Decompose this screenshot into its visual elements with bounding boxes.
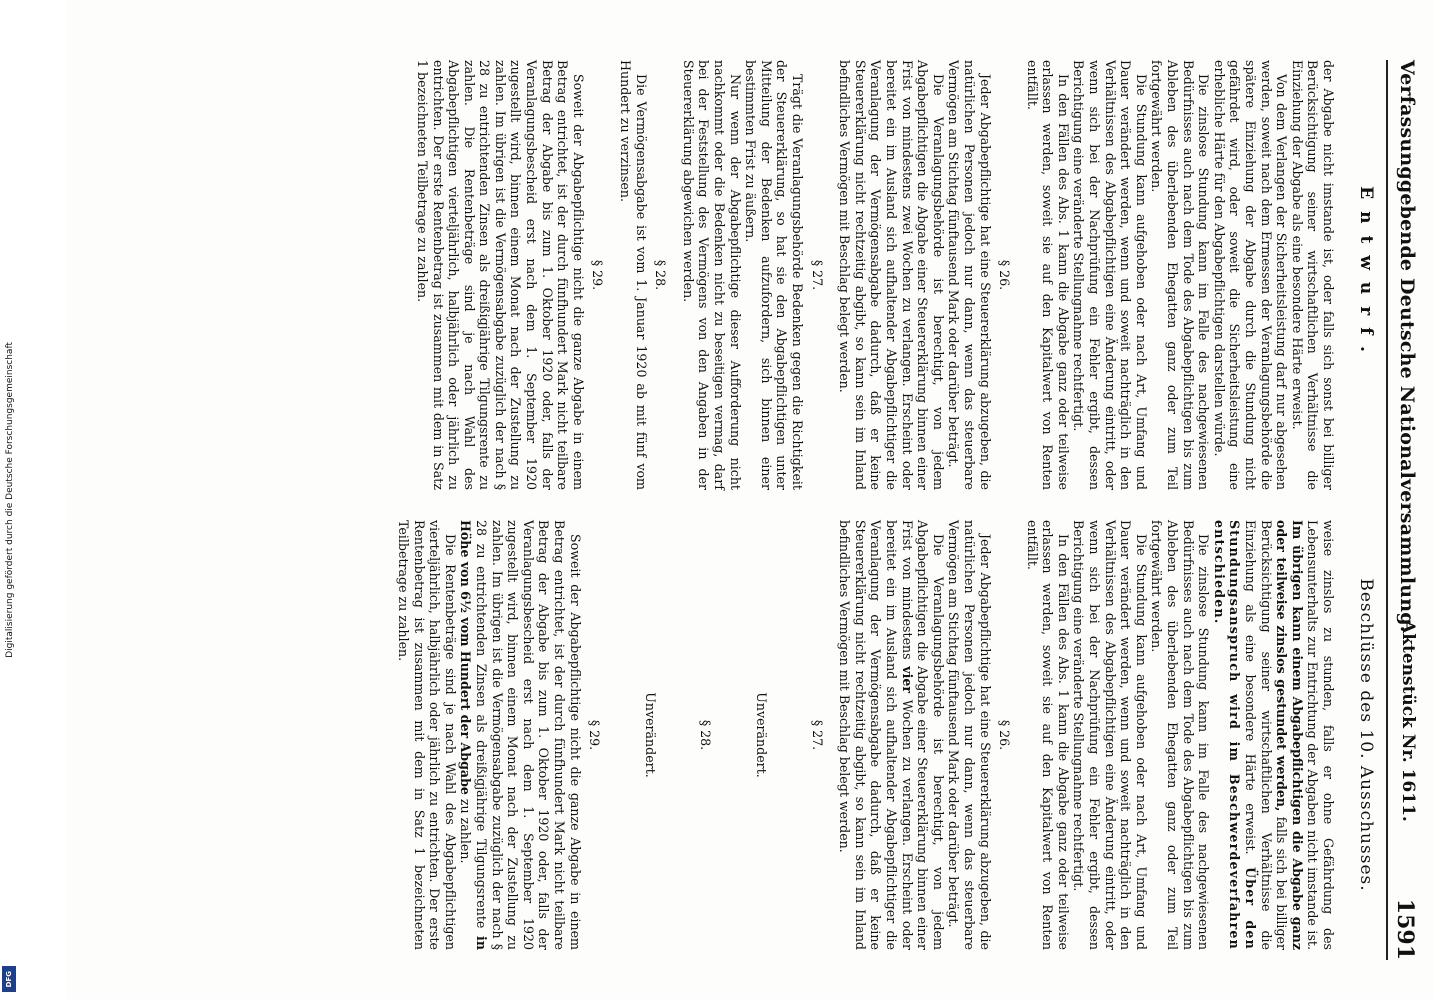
left-column-title: Entwurf. bbox=[1356, 186, 1376, 364]
amendment-text: Über den Stundungsanspruch wird im Beschwerdeverfahren entschieden. bbox=[1211, 520, 1259, 950]
paragraph: Die Vermögensabgabe ist vom 1. Januar 1920 ab mit fünf vom Hundert zu verzinsen. bbox=[618, 60, 649, 490]
draft-column bbox=[414, 60, 1336, 490]
section-heading: § 27. bbox=[809, 719, 825, 751]
digitization-credit bbox=[0, 0, 20, 1000]
paragraph: Die zinslose Stundung kann im Falle des nachgewiesenen Bedürfnisses auch nach dem Tode des Abgabepflichtigen bis zum Ableben des überlebenden Ehegatten ganz oder zum Teil fortgewährt werden. bbox=[1149, 520, 1212, 950]
paragraph: der Abgabe nicht imstande ist, oder falls sich sonst bei billiger Berücksichtigung seiner wirtschaftlichen Verhältnisse die Einziehung der Abgabe als eine besondere Härte erweist. bbox=[1289, 60, 1336, 490]
amendment-text: in Höhe von 6½ vom Hundert der Abgabe bbox=[458, 520, 490, 950]
paragraph: Nur wenn der Abgabepflichtige dieser Aufforderung nicht nachkommt oder die Bedenken nicht zu beseitigen vermag, darf bei der Feststellung des Vermögens von den Angaben in der Steuererklärung abgewichen werden. bbox=[680, 60, 743, 490]
document-reference: Aktenstück Nr. 1611. bbox=[1398, 620, 1418, 822]
paragraph: Die Rentenbeträge sind je nach Wahl des Abgabepflichtigen vierteljährlich, halbjährlich oder jährlich zu entrichten. Der erste Rentenbetrag ist zusammen mit dem in Satz 1 bezeichneten Teilbetrage zu zahlen. bbox=[396, 520, 458, 950]
paragraph: Die zinslose Stundung kann im Falle des nachgewiesenen Bedürfnisses auch nach dem Tode des Abgabepflichtigen bis zum Ableben des überlebenden Ehegatten ganz oder zum Teil fortgewährt werden. bbox=[1149, 60, 1212, 490]
paragraph: Soweit der Abgabepflichtige nicht die ganze Abgabe in einem Betrag entrichtet, ist der durch fünfhundert Mark nicht teilbare Betrag der Abgabe bis zum 1. Oktober 1920 oder, falls der Veranlagungsbescheid erst nach dem 1. September 1920 zugestellt wird, binnen einem Monat nach der Zustellung zu zahlen. Im übrigen ist die Vermögensabgabe zuzüglich der nach § 28 zu entrichtenden Zinsen als dreißigjährige Tilgungsrente zu zahlen. Die Rentenbeträge sind je nach Wahl des Abgabepflichtigen vierteljährlich, halbjährlich oder jährlich zu entrichten. Der erste Rentenbetrag ist zusammen mit dem in Satz 1 bezeichneten Teilbetrage zu zahlen. bbox=[414, 60, 586, 490]
unchanged-note: Unverändert. bbox=[754, 692, 769, 778]
paragraph: Die Stundung kann aufgehoben oder nach Art, Umfang und Dauer verändert werden, wenn und soweit nachträglich in den Verhältnissen des Abgabepflichtigen eine Änderung eintritt, oder wenn sich bei der Nachprüfung ein Fehler ergibt, dessen Berichtigung eine veränderte Stellungnahme rechtfertigt. bbox=[1071, 520, 1149, 950]
page-header bbox=[1386, 60, 1418, 960]
right-column-title: Beschlüsse des 10. Ausschusses. bbox=[1356, 578, 1376, 892]
section-heading: § 26. bbox=[997, 259, 1013, 291]
paragraph: Trägt die Veranlagungsbehörde Bedenken gegen die Richtigkeit der Steuererklärung, so hat sie den Abgabepflichtigen unter Mitteilung der Bedenken aufzufordern, sich binnen einer bestimmten Frist zu äußern. bbox=[743, 60, 805, 490]
page-number: 1591 bbox=[1392, 898, 1418, 960]
section-heading: § 26. bbox=[997, 719, 1013, 751]
unchanged-note: Unverändert. bbox=[642, 692, 658, 778]
section-heading: § 27. bbox=[809, 259, 825, 291]
scanned-page bbox=[67, 0, 1434, 1000]
paragraph: In den Fällen des Abs. 1 kann die Abgabe ganz oder teilweise erlassen werden, soweit sie auf den Kapitalwert von Renten entfällt. bbox=[1024, 520, 1071, 950]
section-heading: § 28. bbox=[698, 719, 714, 751]
dfg-logo: DFG bbox=[2, 966, 16, 992]
paragraph: Die Veranlagungsbehörde ist berechtigt, von jedem Abgabepflichtigen die Abgabe einer Steuererklärung binnen einer Frist von mindestens vier Wochen zu verlangen. Erscheint oder bereitet ein im Ausland sich aufhaltender Abgabepflichtiger die Veranlagung der Vermögensabgabe dadurch, daß er keine Steuererklärung nicht rechtzeitig abgibt, so kann sein im Inland befindliches Vermögen mit Beschlag belegt werden. bbox=[837, 520, 946, 950]
section-heading: § 29. bbox=[587, 719, 603, 751]
paragraph: Die Veranlagungsbehörde ist berechtigt, von jedem Abgabepflichtigen die Abgabe einer Steuererklärung binnen einer Frist von mindestens zwei Wochen zu verlangen. Erscheint oder bereitet ein im Ausland sich aufhaltender Abgabepflichtiger die Veranlagung der Vermögensabgabe dadurch, daß er keine Steuererklärung nicht rechtzeitig abgibt, so kann sein im Inland befindliches Vermögen mit Beschlag belegt werden. bbox=[837, 60, 946, 490]
paragraph: Soweit der Abgabepflichtige nicht die ganze Abgabe in einem Betrag entrichtet, ist der durch fünfhundert Mark nicht teilbare Betrag der Abgabe bis zum 1. Oktober 1920 oder, falls der Veranlagungsbescheid erst nach dem 1. September 1920 zugestellt wird, binnen einem Monat nach der Zustellung zu zahlen. Im übrigen ist die Vermögensabgabe zuzüglich der nach § 28 zu entrichtenden Zinsen als dreißigjährige Tilgungsrente in Höhe von 6½ vom Hundert der Abgabe zu zahlen. bbox=[458, 520, 583, 950]
assembly-title: Verfassunggebende Deutsche Nationalversammlung. bbox=[1396, 60, 1418, 633]
section-heading: § 29. bbox=[590, 259, 606, 291]
paragraph: Von dem Verlangen der Sicherheitsleistung darf nur abgesehen werden, soweit nach dem Ermessen der Veranlagungsbehörde die spätere Einziehung der Abgabe durch die Stundung nicht gefährdet wird, oder soweit die Sicherheitsleistung eine erhebliche Härte für den Abgabepflichtigen darstellen würde. bbox=[1211, 60, 1290, 490]
paragraph: Jeder Abgabepflichtige hat eine Steuererklärung abzugeben, die natürlichen Personen jedoch nur dann, wenn das steuerbare Vermögen am Stichtag fünftausend Mark oder darüber beträgt. bbox=[946, 60, 993, 490]
paragraph: weise zinslos zu stunden, falls er ohne Gefährdung des Lebensunterhalts zur Entrichtung der Abgaben nicht imstande ist. Im übrigen kann einem Abgabepflichtigen die Abgabe ganz oder teilweise zinslos gestundet werden, falls sich bei billiger Berücksichtigung seiner wirtschaftlichen Verhältnisse die Einziehung als eine besondere Härte erweist. Über den Stundungsanspruch wird im Beschwerdeverfahren entschieden. bbox=[1211, 520, 1336, 950]
committee-column bbox=[396, 520, 1337, 950]
amendment-text: Im übrigen kann einem Abgabepflichtigen die Abgabe ganz oder teilweise zinslos gestundet werden, bbox=[1274, 520, 1305, 950]
paragraph: Die Stundung kann aufgehoben oder nach Art, Umfang und Dauer verändert werden, wenn und soweit nachträglich in den Verhältnissen des Abgabepflichtigen eine Änderung eintritt, oder wenn sich bei der Nachprüfung ein Fehler ergibt, dessen Berichtigung eine veränderte Stellungnahme rechtfertigt. bbox=[1071, 60, 1149, 490]
paragraph: In den Fällen des Abs. 1 kann die Abgabe ganz oder teilweise erlassen werden, soweit sie auf den Kapitalwert von Renten entfällt. bbox=[1024, 60, 1071, 490]
paragraph: Jeder Abgabepflichtige hat eine Steuererklärung abzugeben, die natürlichen Personen jedoch nur dann, wenn das steuerbare Vermögen am Stichtag fünftausend Mark oder darüber beträgt. bbox=[946, 520, 993, 950]
credit-text: Digitalisierung gefördert durch die Deutsche Forschungsgemeinschaft bbox=[5, 342, 15, 658]
section-heading: § 28. bbox=[653, 259, 669, 291]
amendment-text: vier bbox=[899, 666, 915, 694]
